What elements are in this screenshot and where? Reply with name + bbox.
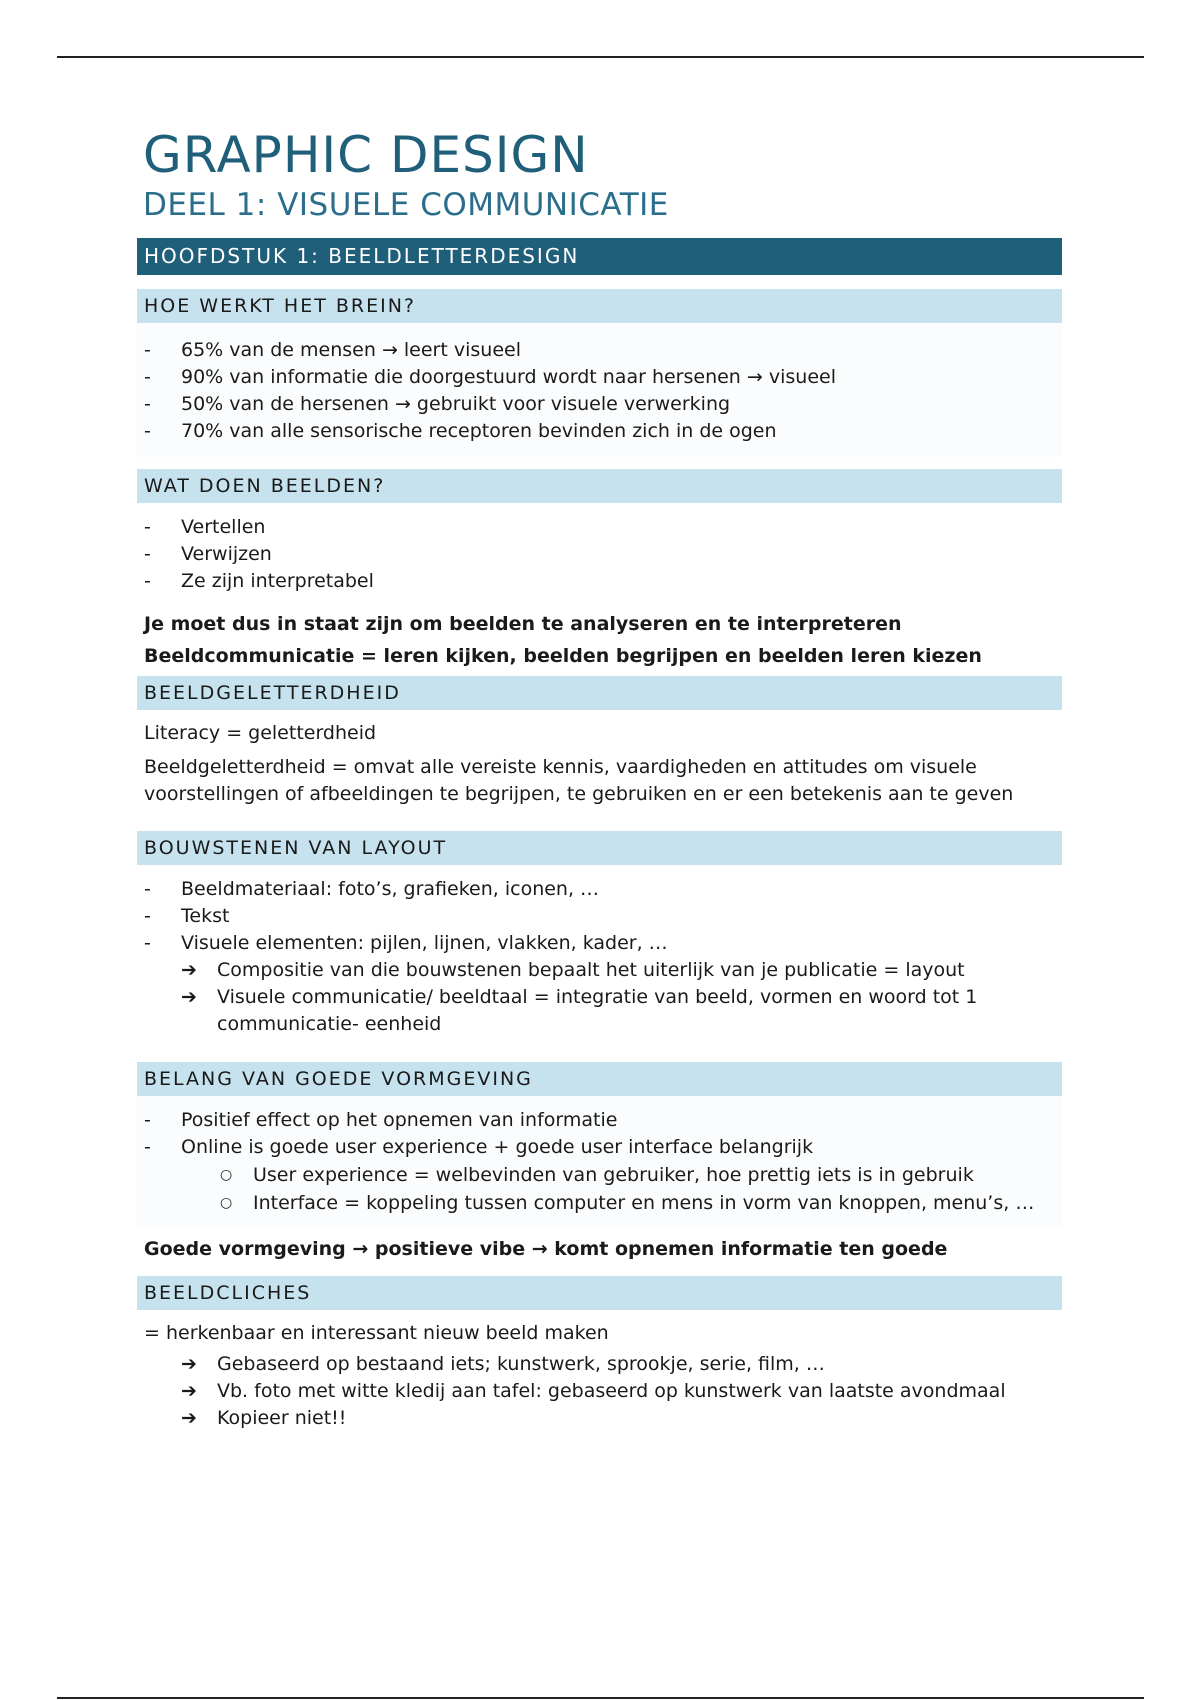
sub-list	[144, 1161, 1055, 1217]
section-heading-cliches: BEELDCLICHES	[137, 1276, 1062, 1310]
arrow-icon: ➔	[181, 1380, 197, 1403]
section-body-cliches	[137, 1310, 1062, 1432]
list-item: ➔ Gebaseerd op bestaand iets; kunstwerk, sprookje, serie, film, …	[181, 1351, 1055, 1378]
bullet-list	[144, 1107, 1055, 1161]
list-item: - Positief effect op het opnemen van informatie	[144, 1109, 618, 1132]
list-item: - 70% van alle sensorische receptoren bevinden zich in de ogen	[144, 420, 777, 443]
circle-bullet-icon: ○	[220, 1167, 233, 1184]
arrow-icon: ➔	[181, 986, 197, 1009]
paragraph: Literacy = geletterdheid	[144, 722, 377, 745]
list-item: - Beeldmateriaal: foto’s, grafieken, iconen, …	[144, 878, 600, 901]
bullet-list	[144, 876, 1055, 957]
list-item: ➔ Vb. foto met witte kledij aan tafel: gebaseerd op kunstwerk van laatste avondmaal	[181, 1378, 1055, 1405]
list-item: ○ User experience = welbevinden van gebruiker, hoe prettig iets is in gebruik	[217, 1161, 1055, 1189]
list-item: - Verwijzen	[144, 543, 272, 566]
bold-statement: Je moet dus in staat zijn om beelden te analyseren en te interpreteren	[144, 613, 902, 636]
paragraph: Beeldgeletterdheid = omvat alle vereiste kennis, vaardigheden en attitudes om visuele voorstellingen of afbeeldingen te begrijpen, te gebruiken en er een betekenis aan te geven	[144, 756, 1014, 806]
section-body-vormgeving	[137, 1096, 1062, 1227]
list-item: - 50% van de hersenen → gebruikt voor visuele verwerking	[144, 393, 731, 416]
section-heading-beelden: WAT DOEN BEELDEN?	[137, 469, 1062, 503]
top-rule	[57, 56, 1144, 58]
list-item: - Online is goede user experience + goede user interface belangrijk	[144, 1136, 814, 1159]
list-item: - Ze zijn interpretabel	[144, 570, 374, 593]
bottom-rule	[57, 1697, 1144, 1699]
arrow-icon: ➔	[181, 959, 197, 982]
section-body-geletterdheid	[137, 710, 1062, 820]
section-heading-bouwstenen: BOUWSTENEN VAN LAYOUT	[137, 831, 1062, 865]
chapter-heading: HOOFDSTUK 1: BEELDLETTERDESIGN	[137, 238, 1062, 275]
bold-statement: Goede vormgeving → positieve vibe → komt opnemen informatie ten goede	[144, 1238, 948, 1261]
bullet-list	[144, 337, 1055, 445]
list-item: - Visuele elementen: pijlen, lijnen, vlakken, kader, …	[144, 932, 668, 955]
section-heading-geletterdheid: BEELDGELETTERDHEID	[137, 676, 1062, 710]
section-body-beelden	[137, 503, 1062, 605]
arrow-list	[144, 1351, 1055, 1432]
document-title: GRAPHIC DESIGN	[143, 126, 589, 184]
section-heading-vormgeving: BELANG VAN GOEDE VORMGEVING	[137, 1062, 1062, 1096]
section-body-brein	[137, 323, 1062, 457]
list-item: - 90% van informatie die doorgestuurd wordt naar hersenen → visueel	[144, 366, 836, 389]
document-subtitle: DEEL 1: VISUELE COMMUNICATIE	[143, 187, 669, 223]
arrow-icon: ➔	[181, 1407, 197, 1430]
list-item: ➔ Kopieer niet!!	[181, 1405, 1055, 1432]
list-item: - Vertellen	[144, 516, 266, 539]
list-item: ➔ Visuele communicatie/ beeldtaal = integratie van beeld, vormen en woord tot 1 communicatie- eenheid	[181, 986, 978, 1036]
list-item: ○ Interface = koppeling tussen computer en mens in vorm van knoppen, menu’s, …	[217, 1189, 1055, 1217]
list-item: - 65% van de mensen → leert visueel	[144, 339, 521, 362]
arrow-list	[144, 957, 1055, 1038]
circle-bullet-icon: ○	[220, 1195, 233, 1212]
paragraph: = herkenbaar en interessant nieuw beeld maken	[144, 1322, 609, 1345]
bullet-list	[144, 514, 1055, 595]
section-heading-brein: HOE WERKT HET BREIN?	[137, 289, 1062, 323]
list-item: ➔ Compositie van die bouwstenen bepaalt het uiterlijk van je publicatie = layout	[181, 957, 1055, 984]
section-body-bouwstenen	[137, 865, 1062, 1050]
list-item: - Tekst	[144, 905, 230, 928]
bold-statement: Beeldcommunicatie = leren kijken, beelden begrijpen en beelden leren kiezen	[144, 645, 982, 668]
arrow-icon: ➔	[181, 1353, 197, 1376]
document-body	[137, 128, 1062, 1432]
